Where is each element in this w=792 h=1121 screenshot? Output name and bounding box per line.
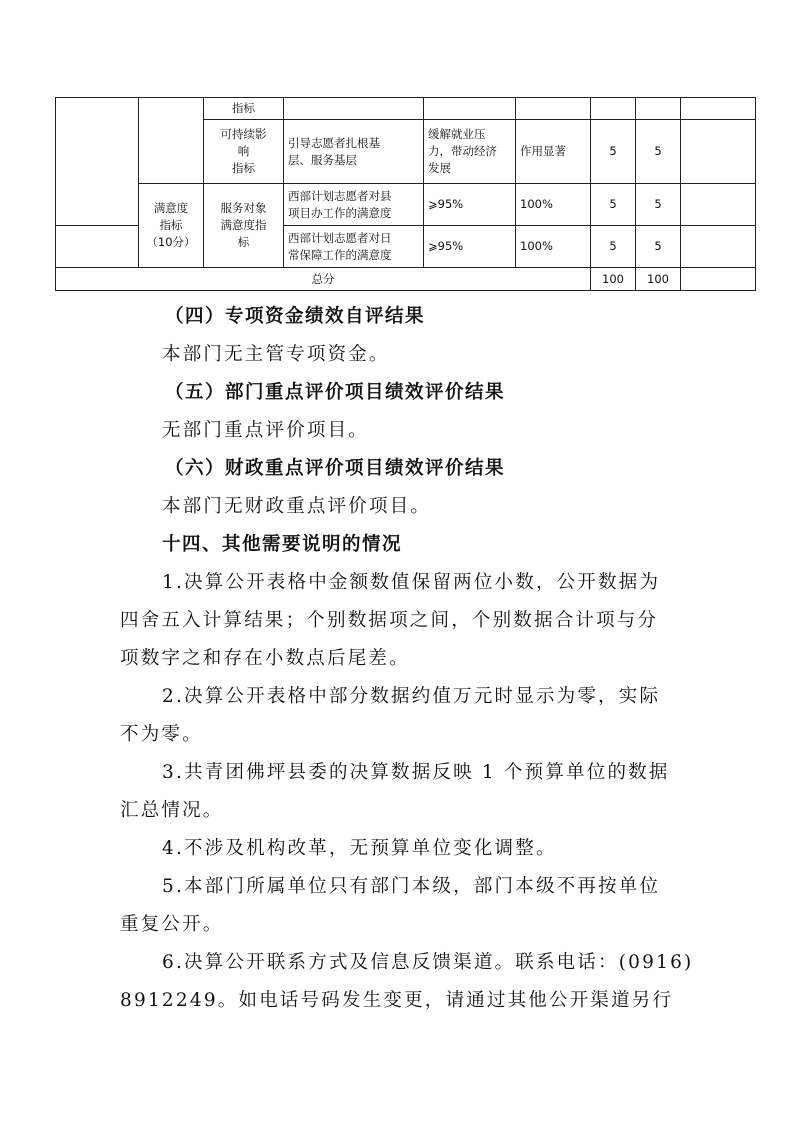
cell-line: 常保障工作的满意度 xyxy=(288,247,392,262)
cell-line: 缓解就业压 xyxy=(428,127,486,141)
cell-line: 响 xyxy=(237,144,250,158)
table-cell xyxy=(681,226,756,268)
table-cell: 5 xyxy=(591,226,636,268)
cell-line: 西部计划志愿者对县 xyxy=(288,188,392,203)
table-cell xyxy=(681,98,756,120)
table-cell xyxy=(284,120,424,184)
table-row xyxy=(56,98,756,120)
table-cell xyxy=(516,98,591,120)
table-cell xyxy=(681,268,756,291)
paragraph-line: 8912249。如电话号码发生变更，请通过其他公开渠道另行 xyxy=(120,990,674,1011)
cell-line: （10分） xyxy=(146,235,196,249)
paragraph-line: 6.决算公开联系方式及信息反馈渠道。联系电话：(0916) xyxy=(162,952,694,973)
total-cell: 100 xyxy=(591,268,636,291)
table-cell: 5 xyxy=(591,184,636,226)
cell-line: 项目办工作的满意度 xyxy=(288,205,392,220)
table-cell: ⩾95% xyxy=(424,226,516,268)
table-cell xyxy=(56,226,139,268)
section-heading-4: （四）专项资金绩效自评结果 xyxy=(165,306,426,327)
table-cell xyxy=(56,184,139,226)
paragraph-line: 汇总情况。 xyxy=(120,800,224,821)
table-cell xyxy=(681,184,756,226)
total-label-cell: 总分 xyxy=(56,268,591,291)
paragraph-line: 5.本部门所属单位只有部门本级，部门本级不再按单位 xyxy=(162,876,661,897)
cell-line: 发展 xyxy=(428,161,451,175)
table-cell: 作用显著 xyxy=(516,120,591,184)
table-cell xyxy=(424,98,516,120)
table-cell: 100% xyxy=(516,184,591,226)
table-row xyxy=(56,184,756,226)
cell-line: 标 xyxy=(237,235,250,249)
total-cell: 100 xyxy=(636,268,681,291)
performance-table xyxy=(55,97,756,291)
paragraph-line: 不为零。 xyxy=(120,724,203,745)
section-heading-14: 十四、其他需要说明的情况 xyxy=(162,534,403,555)
paragraph-line: 4.不涉及机构改革，无预算单位变化调整。 xyxy=(162,838,557,859)
table-cell: 指标 xyxy=(204,98,284,120)
table-cell xyxy=(139,184,204,268)
paragraph-line: 3.共青团佛坪县委的决算数据反映 1 个预算单位的数据 xyxy=(162,762,670,783)
paragraph-line: 1.决算公开表格中金额数值保留两位小数，公开数据为 xyxy=(162,572,661,593)
table-cell xyxy=(204,184,284,268)
cell-line: 引导志愿者扎根基 xyxy=(288,135,380,150)
cell-line: 满意度指 xyxy=(220,218,267,232)
table-cell: 100% xyxy=(516,226,591,268)
table-cell: 5 xyxy=(636,226,681,268)
paragraph-line: 无部门重点评价项目。 xyxy=(162,420,370,441)
cell-line: 指标 xyxy=(159,218,183,232)
table-cell: 5 xyxy=(636,120,681,184)
table-cell: 5 xyxy=(636,184,681,226)
paragraph-line: 项数字之和存在小数点后尾差。 xyxy=(120,648,410,669)
paragraph-line: 本部门无财政重点评价项目。 xyxy=(162,496,432,517)
cell-line: 西部计划志愿者对日 xyxy=(288,230,392,245)
paragraph-line: 重复公开。 xyxy=(120,914,224,935)
table-cell xyxy=(204,120,284,184)
cell-line: 服务对象 xyxy=(220,201,267,215)
table-cell xyxy=(424,120,516,184)
cell-line: 层、服务基层 xyxy=(288,152,357,167)
cell-line: 满意度 xyxy=(153,201,189,215)
cell-line: 可持续影 xyxy=(220,127,267,141)
table-cell xyxy=(636,98,681,120)
table-cell xyxy=(139,98,204,184)
table-cell xyxy=(284,98,424,120)
section-heading-5: （五）部门重点评价项目绩效评价结果 xyxy=(165,382,506,403)
table-row xyxy=(56,268,756,291)
table-cell xyxy=(591,98,636,120)
paragraph-line: 2.决算公开表格中部分数据约值万元时显示为零，实际 xyxy=(162,686,661,707)
section-heading-6: （六）财政重点评价项目绩效评价结果 xyxy=(165,458,506,479)
table-cell xyxy=(284,226,424,268)
cell-line: 力，带动经济 xyxy=(428,144,497,158)
table-cell: 5 xyxy=(591,120,636,184)
table-cell xyxy=(284,184,424,226)
paragraph-line: 四舍五入计算结果；个别数据项之间，个别数据合计项与分 xyxy=(120,610,659,631)
cell-line: 指标 xyxy=(232,161,255,175)
table-cell xyxy=(681,120,756,184)
table-cell xyxy=(56,98,139,184)
table-cell: ⩾95% xyxy=(424,184,516,226)
paragraph-line: 本部门无主管专项资金。 xyxy=(162,344,390,365)
